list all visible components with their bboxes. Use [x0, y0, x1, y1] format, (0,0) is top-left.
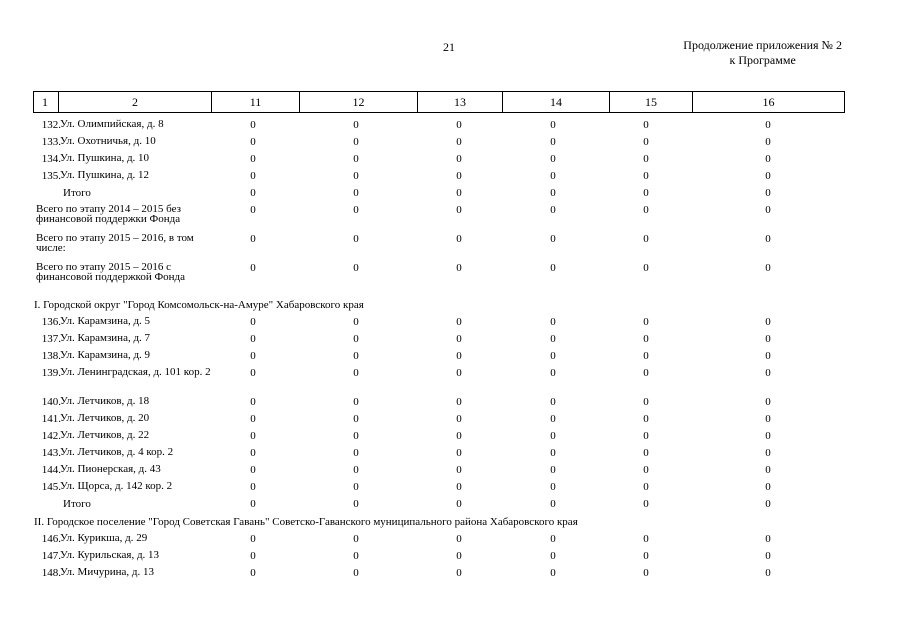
value-cell: 0	[643, 464, 649, 476]
value-cell: 0	[550, 447, 556, 459]
value-cell: 0	[643, 316, 649, 328]
row-number: 141.	[41, 413, 61, 425]
value-cell: 0	[550, 533, 556, 545]
table-row	[33, 349, 845, 366]
row-number: 144.	[41, 464, 61, 476]
value-cell: 0	[765, 316, 771, 328]
value-cell: 0	[765, 170, 771, 182]
column-header-15: 15	[610, 92, 693, 112]
address-cell: Ул. Пушкина, д. 12	[60, 169, 150, 181]
address-cell: Ул. Пушкина, д. 10	[60, 152, 150, 164]
value-cell: 0	[550, 262, 556, 274]
value-cell: 0	[765, 430, 771, 442]
row-number: 146.	[41, 533, 61, 545]
total-row	[33, 186, 845, 203]
table-row	[33, 135, 845, 152]
value-cell: 0	[765, 550, 771, 562]
value-cell: 0	[550, 187, 556, 199]
value-cell: 0	[456, 187, 462, 199]
address-cell: Ул. Летчиков, д. 22	[60, 429, 150, 441]
value-cell: 0	[353, 119, 359, 131]
value-cell: 0	[765, 447, 771, 459]
appendix-line-2: к Программе	[729, 53, 796, 67]
value-cell: 0	[353, 233, 359, 245]
table-header	[33, 91, 845, 113]
value-cell: 0	[353, 170, 359, 182]
value-cell: 0	[550, 430, 556, 442]
value-cell: 0	[250, 367, 256, 379]
value-cell: 0	[765, 481, 771, 493]
value-cell: 0	[456, 413, 462, 425]
value-cell: 0	[643, 350, 649, 362]
value-cell: 0	[250, 533, 256, 545]
value-cell: 0	[456, 481, 462, 493]
row-number: 133.	[41, 136, 61, 148]
value-cell: 0	[643, 119, 649, 131]
value-cell: 0	[353, 136, 359, 148]
value-cell: 0	[643, 396, 649, 408]
address-cell: Ул. Олимпийская, д. 8	[60, 118, 164, 130]
section-heading-row	[33, 514, 845, 532]
value-cell: 0	[250, 153, 256, 165]
summary-row	[33, 203, 845, 232]
table-row	[33, 152, 845, 169]
value-cell: 0	[550, 316, 556, 328]
address-cell: Ул. Карамзина, д. 7	[60, 332, 151, 344]
value-cell: 0	[456, 367, 462, 379]
value-cell: 0	[250, 481, 256, 493]
value-cell: 0	[250, 413, 256, 425]
value-cell: 0	[765, 367, 771, 379]
value-cell: 0	[550, 170, 556, 182]
value-cell: 0	[550, 550, 556, 562]
value-cell: 0	[353, 447, 359, 459]
value-cell: 0	[550, 367, 556, 379]
value-cell: 0	[765, 413, 771, 425]
value-cell: 0	[353, 413, 359, 425]
value-cell: 0	[765, 498, 771, 510]
total-label: Итого	[63, 187, 91, 199]
value-cell: 0	[250, 187, 256, 199]
value-cell: 0	[456, 350, 462, 362]
value-cell: 0	[456, 119, 462, 131]
table-row	[33, 366, 845, 395]
value-cell: 0	[765, 533, 771, 545]
value-cell: 0	[456, 204, 462, 216]
value-cell: 0	[353, 350, 359, 362]
table-row	[33, 169, 845, 186]
value-cell: 0	[250, 204, 256, 216]
value-cell: 0	[765, 396, 771, 408]
page-number: 21	[443, 40, 455, 54]
value-cell: 0	[643, 481, 649, 493]
value-cell: 0	[765, 119, 771, 131]
appendix-line-1: Продолжение приложения № 2	[683, 38, 842, 52]
value-cell: 0	[550, 136, 556, 148]
value-cell: 0	[643, 430, 649, 442]
row-number: 147.	[41, 550, 61, 562]
value-cell: 0	[250, 333, 256, 345]
value-cell: 0	[250, 119, 256, 131]
row-number: 143.	[41, 447, 61, 459]
total-label: Итого	[63, 498, 91, 510]
value-cell: 0	[765, 333, 771, 345]
value-cell: 0	[456, 396, 462, 408]
value-cell: 0	[456, 447, 462, 459]
value-cell: 0	[765, 153, 771, 165]
value-cell: 0	[550, 567, 556, 579]
value-cell: 0	[550, 153, 556, 165]
value-cell: 0	[765, 136, 771, 148]
value-cell: 0	[353, 262, 359, 274]
value-cell: 0	[250, 567, 256, 579]
summary-label: Всего по этапу 2015 – 2016 с финансовой поддержкой Фонда	[36, 261, 186, 283]
row-number: 139.	[41, 367, 61, 379]
table-row	[33, 412, 845, 429]
address-cell: Ул. Ленинградская, д. 101 кор. 2	[60, 366, 211, 378]
value-cell: 0	[643, 550, 649, 562]
table-row	[33, 549, 845, 566]
value-cell: 0	[643, 153, 649, 165]
value-cell: 0	[250, 316, 256, 328]
value-cell: 0	[456, 550, 462, 562]
value-cell: 0	[643, 187, 649, 199]
value-cell: 0	[765, 567, 771, 579]
value-cell: 0	[765, 204, 771, 216]
value-cell: 0	[550, 396, 556, 408]
column-header-16: 16	[762, 94, 775, 109]
table-row	[33, 446, 845, 463]
value-cell: 0	[353, 204, 359, 216]
table-row	[33, 118, 845, 135]
address-cell: Ул. Летчиков, д. 4 кор. 2	[60, 446, 174, 458]
value-cell: 0	[353, 567, 359, 579]
table-body	[33, 118, 845, 583]
row-number: 138.	[41, 350, 61, 362]
value-cell: 0	[643, 498, 649, 510]
value-cell: 0	[456, 170, 462, 182]
value-cell: 0	[456, 498, 462, 510]
column-header-12: 12	[300, 92, 418, 112]
column-header-1: 1	[34, 92, 59, 112]
summary-label: Всего по этапу 2015 – 2016, в том числе:	[36, 232, 194, 254]
value-cell: 0	[550, 498, 556, 510]
value-cell: 0	[643, 333, 649, 345]
value-cell: 0	[456, 533, 462, 545]
value-cell: 0	[643, 136, 649, 148]
total-row	[33, 497, 845, 514]
value-cell: 0	[250, 350, 256, 362]
table-row	[33, 395, 845, 412]
value-cell: 0	[643, 262, 649, 274]
value-cell: 0	[353, 464, 359, 476]
value-cell: 0	[765, 187, 771, 199]
value-cell: 0	[353, 533, 359, 545]
value-cell: 0	[353, 396, 359, 408]
value-cell: 0	[353, 498, 359, 510]
address-cell: Ул. Летчиков, д. 18	[60, 395, 150, 407]
value-cell: 0	[456, 316, 462, 328]
value-cell: 0	[643, 367, 649, 379]
section-title: II. Городское поселение "Город Советская Гавань" Советско-Гаванского муниципального района Хабаровского края	[34, 516, 578, 528]
column-header-14: 14	[503, 92, 610, 112]
row-number: 135.	[41, 170, 61, 182]
address-cell: Ул. Щорса, д. 142 кор. 2	[60, 480, 173, 492]
table-row	[33, 463, 845, 480]
row-number: 140.	[41, 396, 61, 408]
column-header-11: 11	[212, 92, 300, 112]
address-cell: Ул. Курильская, д. 13	[60, 549, 160, 561]
summary-row	[33, 261, 845, 297]
value-cell: 0	[550, 481, 556, 493]
value-cell: 0	[456, 153, 462, 165]
value-cell: 0	[765, 233, 771, 245]
table-row	[33, 315, 845, 332]
address-cell: Ул. Летчиков, д. 20	[60, 412, 150, 424]
column-header-13: 13	[418, 92, 503, 112]
value-cell: 0	[250, 464, 256, 476]
value-cell: 0	[353, 316, 359, 328]
value-cell: 0	[250, 170, 256, 182]
value-cell: 0	[643, 533, 649, 545]
value-cell: 0	[456, 430, 462, 442]
value-cell: 0	[353, 333, 359, 345]
value-cell: 0	[550, 233, 556, 245]
value-cell: 0	[765, 464, 771, 476]
address-cell: Ул. Пионерская, д. 43	[60, 463, 161, 475]
value-cell: 0	[250, 447, 256, 459]
value-cell: 0	[250, 498, 256, 510]
value-cell: 0	[250, 430, 256, 442]
table-row	[33, 480, 845, 497]
value-cell: 0	[353, 550, 359, 562]
value-cell: 0	[250, 136, 256, 148]
value-cell: 0	[250, 550, 256, 562]
value-cell: 0	[250, 233, 256, 245]
row-number: 137.	[41, 333, 61, 345]
value-cell: 0	[250, 396, 256, 408]
value-cell: 0	[765, 350, 771, 362]
value-cell: 0	[353, 430, 359, 442]
value-cell: 0	[550, 464, 556, 476]
value-cell: 0	[353, 481, 359, 493]
summary-label: Всего по этапу 2014 – 2015 без финансовой поддержки Фонда	[36, 203, 181, 225]
value-cell: 0	[456, 464, 462, 476]
value-cell: 0	[456, 233, 462, 245]
table-row	[33, 566, 845, 583]
value-cell: 0	[643, 447, 649, 459]
value-cell: 0	[456, 262, 462, 274]
address-cell: Ул. Мичурина, д. 13	[60, 566, 154, 578]
value-cell: 0	[456, 333, 462, 345]
address-cell: Ул. Карамзина, д. 9	[60, 349, 151, 361]
value-cell: 0	[456, 567, 462, 579]
value-cell: 0	[765, 262, 771, 274]
row-number: 134.	[41, 153, 61, 165]
appendix-caption	[683, 38, 842, 68]
table-row	[33, 532, 845, 549]
address-cell: Ул. Охотничья, д. 10	[60, 135, 156, 147]
value-cell: 0	[550, 119, 556, 131]
value-cell: 0	[550, 413, 556, 425]
value-cell: 0	[643, 413, 649, 425]
value-cell: 0	[643, 170, 649, 182]
summary-row	[33, 232, 845, 261]
table-row	[33, 429, 845, 446]
value-cell: 0	[643, 567, 649, 579]
value-cell: 0	[353, 187, 359, 199]
value-cell: 0	[456, 136, 462, 148]
value-cell: 0	[550, 350, 556, 362]
row-number: 132.	[41, 119, 61, 131]
row-number: 136.	[41, 316, 61, 328]
row-number: 145.	[41, 481, 61, 493]
value-cell: 0	[643, 233, 649, 245]
value-cell: 0	[353, 367, 359, 379]
section-title: I. Городской округ "Город Комсомольск-на-Амуре" Хабаровского края	[34, 299, 364, 311]
value-cell: 0	[550, 204, 556, 216]
value-cell: 0	[250, 262, 256, 274]
address-cell: Ул. Карамзина, д. 5	[60, 315, 151, 327]
value-cell: 0	[353, 153, 359, 165]
row-number: 148.	[41, 567, 61, 579]
column-header-2: 2	[59, 92, 212, 112]
section-heading-row	[33, 297, 845, 315]
address-cell: Ул. Курикша, д. 29	[60, 532, 148, 544]
table-row	[33, 332, 845, 349]
value-cell: 0	[550, 333, 556, 345]
value-cell: 0	[643, 204, 649, 216]
row-number: 142.	[41, 430, 61, 442]
